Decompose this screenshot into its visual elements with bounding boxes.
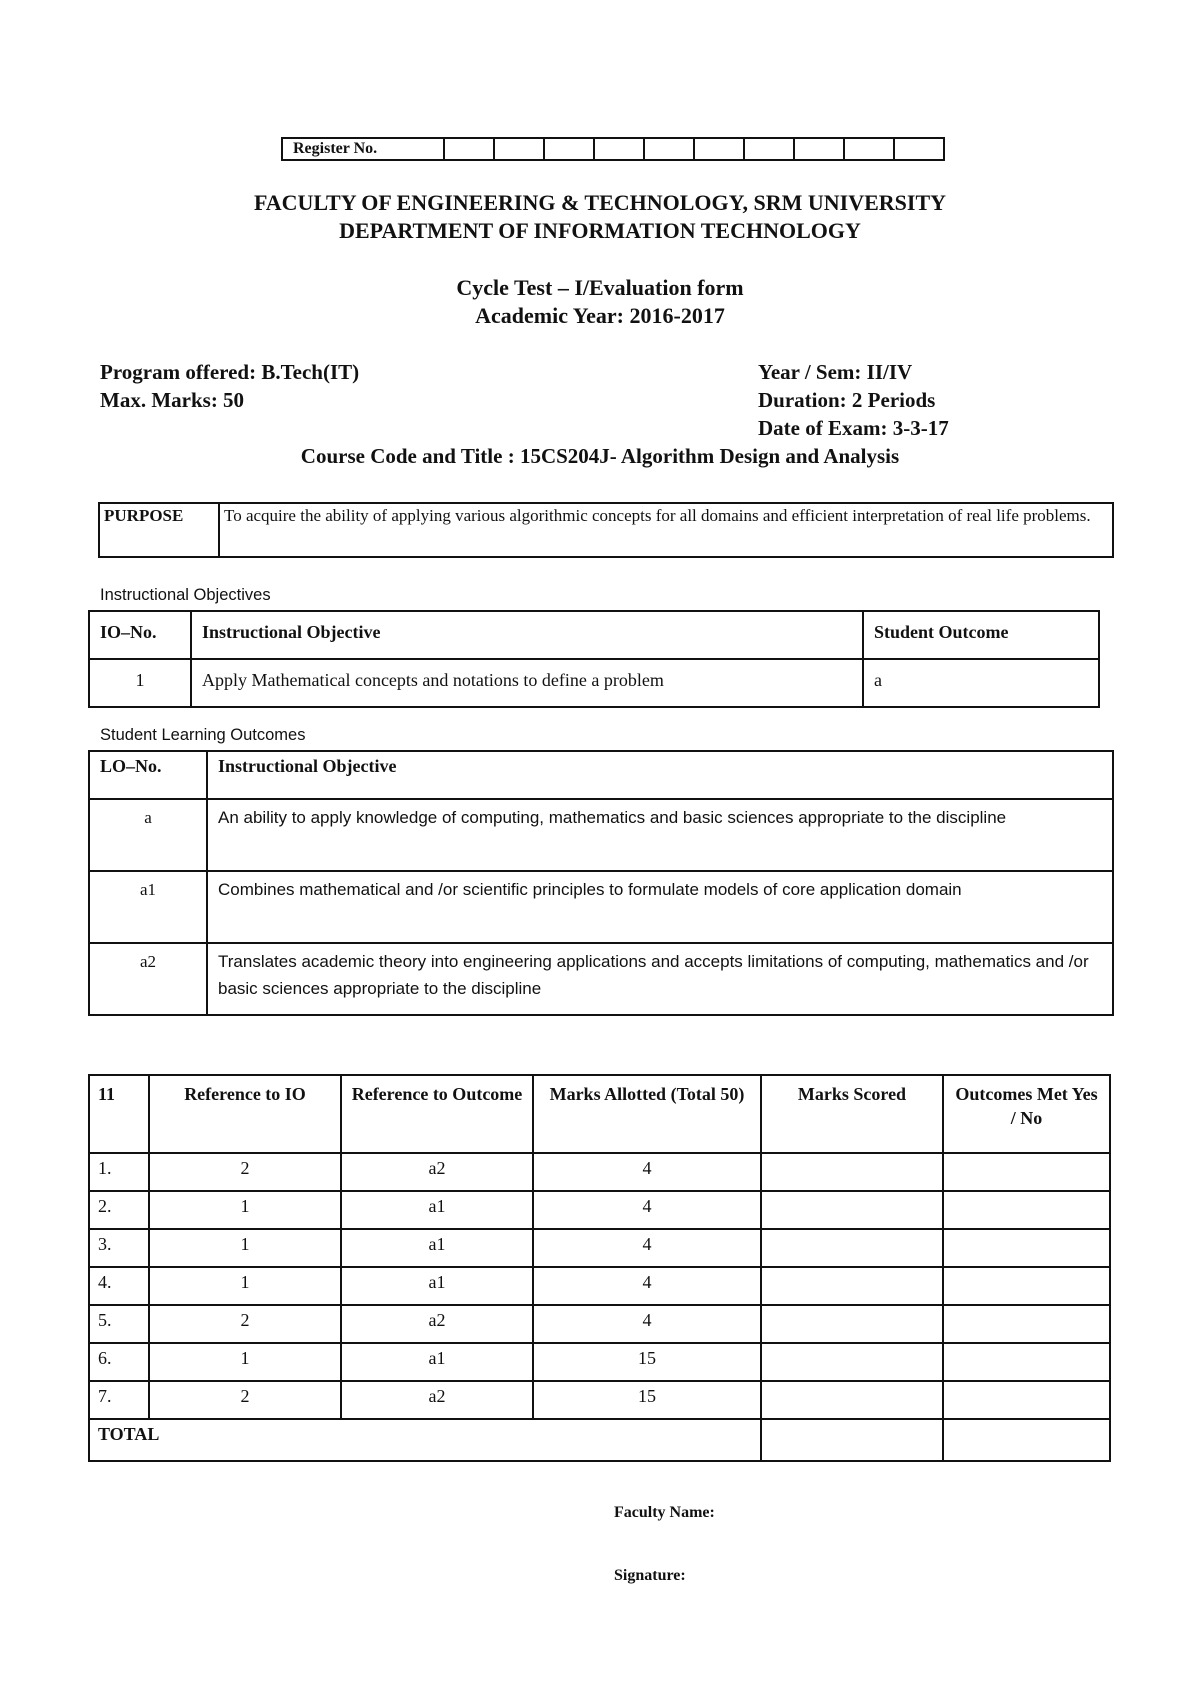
register-digit-box [644, 138, 694, 160]
marks-allotted: 4 [533, 1229, 761, 1267]
register-digit-box [594, 138, 644, 160]
marks-ref-io: 2 [149, 1305, 341, 1343]
lo-row-text: Combines mathematical and /or scientific principles to formulate models of core application domain [207, 871, 1113, 943]
lo-section-title: Student Learning Outcomes [100, 726, 306, 744]
purpose-label: PURPOSE [99, 503, 219, 557]
marks-ref-io: 1 [149, 1343, 341, 1381]
register-digit-box [494, 138, 544, 160]
marks-total-row [89, 1419, 1110, 1461]
marks-allotted: 4 [533, 1305, 761, 1343]
marks-qno: 5. [89, 1305, 149, 1343]
marks-total-label: TOTAL [89, 1419, 761, 1461]
marks-table [88, 1074, 1111, 1462]
register-digit-box [894, 138, 944, 160]
outcome-met-field[interactable] [943, 1305, 1110, 1343]
marks-allotted: 4 [533, 1191, 761, 1229]
register-digit-box [844, 138, 894, 160]
marks-ref-outcome: a1 [341, 1267, 533, 1305]
marks-ref-outcome: a2 [341, 1305, 533, 1343]
faculty-heading: FACULTY OF ENGINEERING & TECHNOLOGY, SRM UNIVERSITY [253, 190, 947, 215]
marks-ref-outcome: a1 [341, 1343, 533, 1381]
marks-row [89, 1267, 1110, 1305]
marks-ref-io: 1 [149, 1267, 341, 1305]
io-row-objective: Apply Mathematical concepts and notations to define a problem [191, 659, 863, 707]
register-number-table [281, 137, 945, 161]
register-digit-box [794, 138, 844, 160]
lo-header-no: LO–No. [89, 751, 207, 799]
marks-header-qno: 11 [89, 1075, 149, 1153]
marks-allotted: 4 [533, 1267, 761, 1305]
marks-qno: 1. [89, 1153, 149, 1191]
marks-scored-field[interactable] [761, 1305, 943, 1343]
outcome-met-field[interactable] [943, 1343, 1110, 1381]
register-number-label: Register No. [282, 138, 444, 160]
marks-ref-outcome: a2 [341, 1381, 533, 1419]
outcome-met-field[interactable] [943, 1153, 1110, 1191]
duration: Duration: 2 Periods [758, 388, 936, 412]
marks-row [89, 1305, 1110, 1343]
instructional-objectives-table [88, 610, 1100, 708]
marks-header-allotted: Marks Allotted (Total 50) [533, 1075, 761, 1153]
io-row-no: 1 [89, 659, 191, 707]
marks-allotted: 4 [533, 1153, 761, 1191]
io-header-no: IO–No. [89, 611, 191, 659]
course-code-title: Course Code and Title : 15CS204J- Algorithm Design and Analysis [300, 444, 900, 468]
marks-row [89, 1191, 1110, 1229]
signature-label: Signature: [614, 1567, 686, 1584]
marks-scored-field[interactable] [761, 1381, 943, 1419]
total-scored-field[interactable] [761, 1419, 943, 1461]
outcome-met-field[interactable] [943, 1191, 1110, 1229]
io-header-objective: Instructional Objective [191, 611, 863, 659]
lo-row-no: a1 [89, 871, 207, 943]
marks-scored-field[interactable] [761, 1229, 943, 1267]
marks-allotted: 15 [533, 1381, 761, 1419]
lo-header-objective: Instructional Objective [207, 751, 1113, 799]
marks-scored-field[interactable] [761, 1267, 943, 1305]
marks-qno: 4. [89, 1267, 149, 1305]
lo-row-no: a [89, 799, 207, 871]
io-header-outcome: Student Outcome [863, 611, 1099, 659]
purpose-table [98, 502, 1114, 558]
outcome-met-field[interactable] [943, 1267, 1110, 1305]
marks-qno: 2. [89, 1191, 149, 1229]
marks-qno: 6. [89, 1343, 149, 1381]
lo-row-text: Translates academic theory into engineering applications and accepts limitations of computing, mathematics and /or basic sciences appropriate to the discipline [207, 943, 1113, 1015]
io-section-title: Instructional Objectives [100, 586, 271, 604]
total-outcome-field[interactable] [943, 1419, 1110, 1461]
marks-row [89, 1343, 1110, 1381]
marks-scored-field[interactable] [761, 1191, 943, 1229]
marks-allotted: 15 [533, 1343, 761, 1381]
learning-outcomes-table [88, 750, 1114, 1016]
department-heading: DEPARTMENT OF INFORMATION TECHNOLOGY [339, 218, 861, 243]
year-sem: Year / Sem: II/IV [758, 360, 913, 384]
marks-header-outcomes-met: Outcomes Met Yes / No [943, 1075, 1110, 1153]
io-row-outcome: a [863, 659, 1099, 707]
purpose-text: To acquire the ability of applying various algorithmic concepts for all domains and efficient interpretation of real life problems. [219, 503, 1113, 557]
marks-ref-outcome: a1 [341, 1191, 533, 1229]
marks-scored-field[interactable] [761, 1153, 943, 1191]
marks-header-ref-io: Reference to IO [149, 1075, 341, 1153]
register-digit-box [694, 138, 744, 160]
exam-date: Date of Exam: 3-3-17 [758, 416, 949, 440]
lo-row-no: a2 [89, 943, 207, 1015]
marks-header-ref-outcome: Reference to Outcome [341, 1075, 533, 1153]
marks-row [89, 1153, 1110, 1191]
marks-header-scored: Marks Scored [761, 1075, 943, 1153]
program-offered: Program offered: B.Tech(IT) [100, 360, 360, 384]
marks-qno: 7. [89, 1381, 149, 1419]
register-digit-box [544, 138, 594, 160]
marks-row [89, 1381, 1110, 1419]
outcome-met-field[interactable] [943, 1381, 1110, 1419]
marks-ref-io: 1 [149, 1191, 341, 1229]
marks-ref-outcome: a2 [341, 1153, 533, 1191]
marks-ref-io: 2 [149, 1153, 341, 1191]
lo-row-text: An ability to apply knowledge of computing, mathematics and basic sciences appropriate to the discipline [207, 799, 1113, 871]
test-title: Cycle Test – I/Evaluation form [456, 275, 744, 300]
marks-row [89, 1229, 1110, 1267]
max-marks: Max. Marks: 50 [100, 388, 245, 412]
register-digit-box [744, 138, 794, 160]
marks-qno: 3. [89, 1229, 149, 1267]
marks-scored-field[interactable] [761, 1343, 943, 1381]
marks-ref-io: 1 [149, 1229, 341, 1267]
outcome-met-field[interactable] [943, 1229, 1110, 1267]
marks-ref-outcome: a1 [341, 1229, 533, 1267]
academic-year: Academic Year: 2016-2017 [475, 303, 725, 328]
faculty-name-label: Faculty Name: [614, 1504, 715, 1521]
register-digit-box [444, 138, 494, 160]
marks-ref-io: 2 [149, 1381, 341, 1419]
